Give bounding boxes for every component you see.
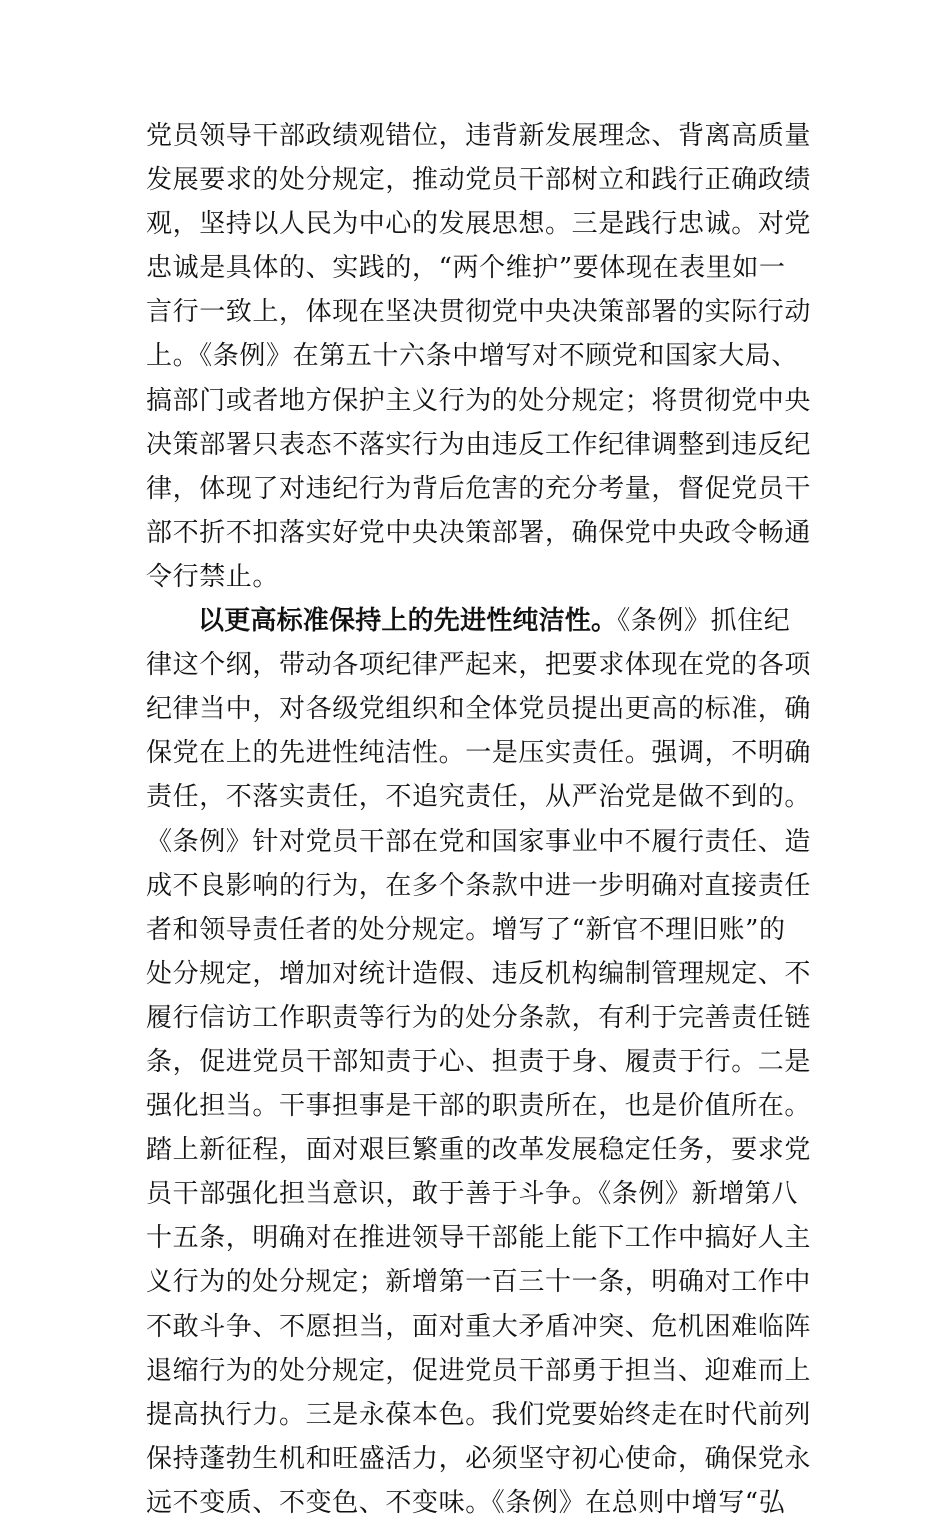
text-line: 搞部门或者地方保护主义行为的处分规定；将贯彻党中央 [146,385,812,416]
text-line: 不敢斗争、不愿担当，面对重大矛盾冲突、危机困难临阵 [146,1311,812,1342]
text-line: 条，促进党员干部知责于心、担责于身、履责于行。二是 [146,1046,812,1077]
text-line: 律这个纲，带动各项纪律严起来，把要求体现在党的各项 [146,650,812,681]
text-line: 成不良影响的行为，在多个条款中进一步明确对直接责任 [146,870,812,901]
paragraph-2 [146,599,814,1525]
text-line: 部不折不扣落实好党中央决策部署，确保党中央政令畅通 [146,517,812,548]
text-line: 踏上新征程，面对艰巨繁重的改革发展稳定任务，要求党 [146,1135,812,1166]
text-line: 保持蓬勃生机和旺盛活力，必须坚守初心使命，确保党永 [146,1443,812,1474]
text-line: 忠诚是具体的、实践的，“两个维护”要体现在表里如一 [146,253,786,284]
document-body [146,114,814,1525]
text-line: 退缩行为的处分规定，促进党员干部勇于担当、迎难而上 [146,1355,812,1386]
text-line: 律，体现了对违纪行为背后危害的充分考量，督促党员干 [146,473,812,504]
heading-line-rest: 《条例》抓住纪 [617,606,791,637]
text-line: 十五条，明确对在推进领导干部能上能下工作中搞好人主 [146,1223,812,1254]
text-line: 令行禁止。 [146,561,280,592]
text-line: 强化担当。干事担事是干部的职责所在，也是价值所在。 [146,1091,812,1122]
text-line: 员干部强化担当意识，敢于善于斗争。《条例》新增第八 [146,1179,799,1210]
text-line: 《条例》针对党员干部在党和国家事业中不履行责任、造 [146,826,812,857]
text-line: 提高执行力。三是永葆本色。我们党要始终走在时代前列 [146,1399,812,1430]
text-line: 观，坚持以人民为中心的发展思想。三是践行忠诚。对党 [146,209,812,240]
text-line: 义行为的处分规定；新增第一百三十一条，明确对工作中 [146,1267,812,1298]
text-line: 党员领导干部政绩观错位，违背新发展理念、背离高质量 [146,121,812,151]
text-line: 决策部署只表态不落实行为由违反工作纪律调整到违反纪 [146,429,812,460]
text-line: 远不变质、不变色、不变味。《条例》在总则中增写“弘 [146,1487,786,1518]
text-line: 履行信访工作职责等行为的处分条款，有利于完善责任链 [146,1002,812,1033]
text-line: 言行一致上，体现在坚决贯彻党中央决策部署的实际行动 [146,297,812,328]
text-line: 纪律当中，对各级党组织和全体党员提出更高的标准，确 [146,694,812,725]
text-line: 者和领导责任者的处分规定。增写了“新官不理旧账”的 [146,914,786,945]
text-line: 处分规定，增加对统计造假、违反机构编制管理规定、不 [146,958,812,989]
text-line: 保党在上的先进性纯洁性。一是压实责任。强调，不明确 [146,738,812,769]
paragraph-first-line [146,599,814,643]
paragraph-1 [146,114,814,599]
text-line: 上。《条例》在第五十六条中增写对不顾党和国家大局、 [146,341,799,372]
text-line: 发展要求的处分规定，推动党员干部树立和践行正确政绩 [146,165,812,196]
paragraph-heading: 以更高标准保持上的先进性纯洁性。 [198,606,618,637]
text-line: 责任，不落实责任，不追究责任，从严治党是做不到的。 [146,782,812,813]
